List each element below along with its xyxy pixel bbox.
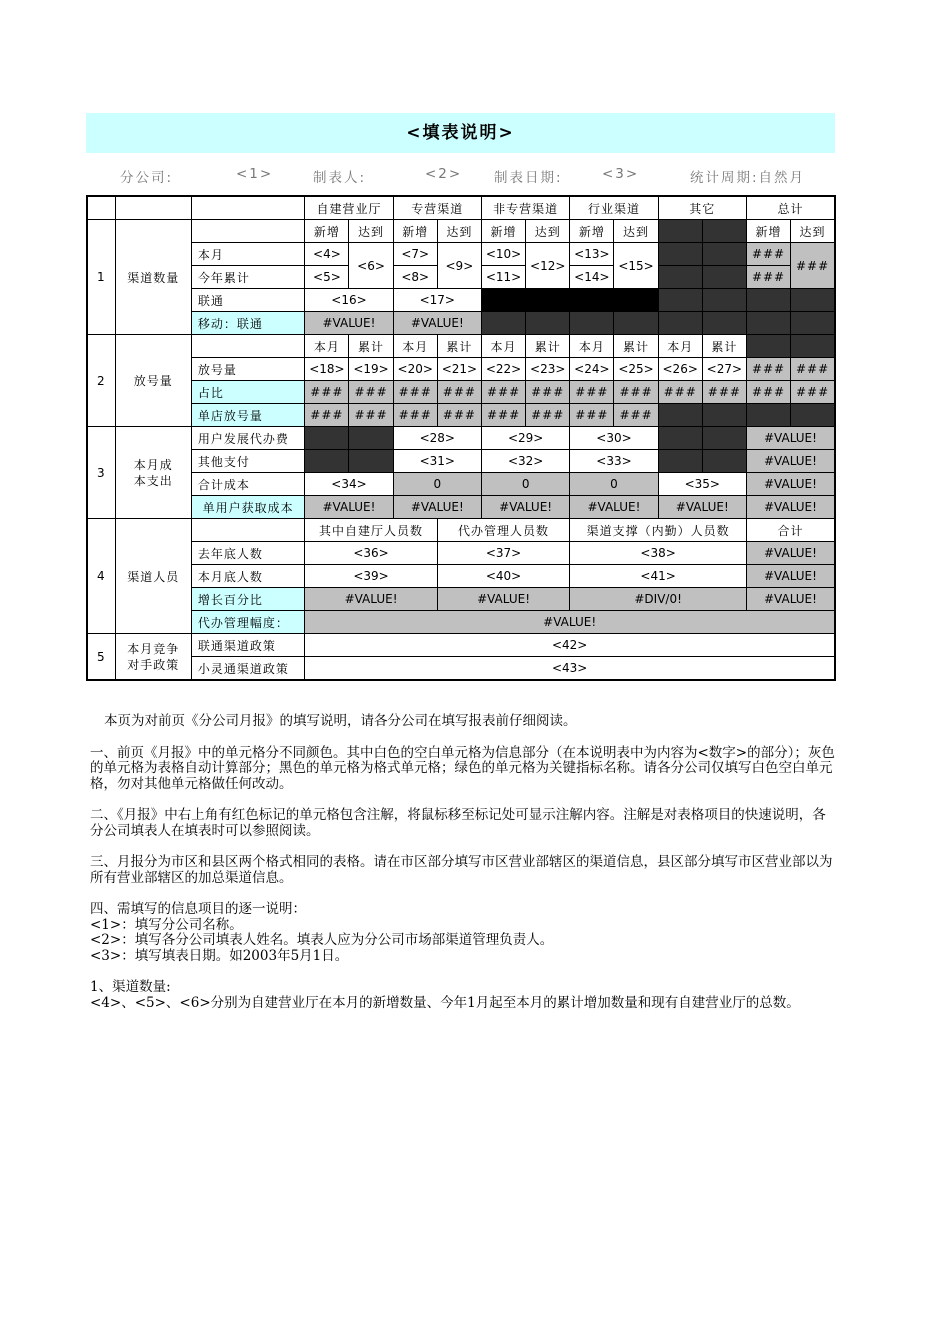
- table-row: [87, 588, 835, 611]
- section-name: 渠道数量: [115, 220, 191, 335]
- calc-cell: #VALUE!: [570, 496, 658, 519]
- format-cell: [658, 404, 702, 427]
- sub-header: 新增: [393, 220, 437, 243]
- table-row: [87, 312, 835, 335]
- table-row: [87, 404, 835, 427]
- input-cell[interactable]: <11>: [481, 266, 525, 289]
- format-cell: [305, 450, 349, 473]
- input-cell[interactable]: <34>: [305, 473, 393, 496]
- input-cell[interactable]: <23>: [526, 358, 570, 381]
- table-row: [87, 358, 835, 381]
- sub-header: 达到: [437, 220, 481, 243]
- input-cell[interactable]: <36>: [305, 542, 437, 565]
- sub-header: 本月: [570, 335, 614, 358]
- note-paragraph: 一、前页《月报》中的单元格分不同颜色。其中白色的空白单元格为信息部分（在本说明表中为内容为<数字>的部分）；灰色的单元格为表格自动计算部分；黑色的单元格为格式单元格；绿色的单元格为关键指标名称。请各分公司仅填写白色空白单元格，勿对其他单元格做任何改动。: [90, 744, 835, 792]
- format-cell: [791, 312, 835, 335]
- sub-header: 本月: [393, 335, 437, 358]
- calc-cell: ###: [526, 381, 570, 404]
- calc-cell: ###: [349, 381, 393, 404]
- format-cell: [702, 266, 746, 289]
- section-name: 渠道人员: [115, 519, 191, 634]
- calc-cell: ###: [437, 404, 481, 427]
- note-paragraph: 1、渠道数量:: [90, 979, 171, 995]
- calc-cell: ###: [305, 381, 349, 404]
- date-label: 制表日期:: [494, 170, 563, 186]
- calc-cell: #VALUE!: [481, 496, 569, 519]
- calc-cell: #VALUE!: [305, 312, 393, 335]
- input-cell[interactable]: <19>: [349, 358, 393, 381]
- section-name: 本月竞争对手政策: [115, 634, 191, 681]
- col-header: 非专营渠道: [481, 196, 569, 220]
- input-cell[interactable]: <43>: [305, 657, 835, 681]
- sub-header: 达到: [526, 220, 570, 243]
- calc-cell: 0: [393, 473, 481, 496]
- calc-cell: ###: [481, 404, 525, 427]
- calc-cell: #VALUE!: [746, 588, 835, 611]
- calc-cell: ###: [393, 381, 437, 404]
- header-info-row: [0, 164, 950, 186]
- sub-header: 累计: [614, 335, 658, 358]
- format-cell: [658, 243, 702, 266]
- calc-cell: ###: [658, 381, 702, 404]
- section-name: 放号量: [115, 335, 191, 427]
- branch-label: 分公司:: [120, 170, 174, 186]
- row-label: 联通: [191, 289, 304, 312]
- calc-cell: #VALUE!: [658, 496, 746, 519]
- section-name: 本月成本支出: [115, 427, 191, 519]
- col-header: 合计: [746, 519, 835, 542]
- row-label: 今年累计: [191, 266, 304, 289]
- note-line: <1>：填写分公司名称。: [90, 916, 243, 933]
- row-label: [191, 335, 304, 358]
- format-cell: [481, 289, 658, 312]
- format-cell: [526, 312, 570, 335]
- input-cell[interactable]: <20>: [393, 358, 437, 381]
- note-line: <3>：填写填表日期。如2003年5月1日。: [90, 947, 349, 964]
- section-number: 5: [87, 634, 115, 681]
- format-cell: [481, 312, 525, 335]
- input-cell[interactable]: <9>: [437, 243, 481, 289]
- calc-cell: ###: [614, 381, 658, 404]
- key-metric-label: 单用户获取成本: [191, 496, 304, 519]
- table-row: [87, 611, 835, 634]
- table-row: [87, 634, 835, 657]
- sub-header: 新增: [481, 220, 525, 243]
- sub-header: 达到: [614, 220, 658, 243]
- input-cell[interactable]: <32>: [481, 450, 569, 473]
- input-cell[interactable]: <5>: [305, 266, 349, 289]
- format-cell: [658, 427, 702, 450]
- format-cell: [702, 404, 746, 427]
- key-metric-label: 移动：联通: [191, 312, 304, 335]
- input-cell[interactable]: <25>: [614, 358, 658, 381]
- sub-header: 累计: [349, 335, 393, 358]
- input-cell[interactable]: <4>: [305, 243, 349, 266]
- input-cell[interactable]: <12>: [526, 243, 570, 289]
- format-cell: [702, 220, 746, 243]
- input-cell[interactable]: <24>: [570, 358, 614, 381]
- table-row: [87, 657, 835, 681]
- col-header: 专营渠道: [393, 196, 481, 220]
- input-cell[interactable]: <28>: [393, 427, 481, 450]
- note-line: <2>：填写各分公司填表人姓名。填表人应为分公司市场部渠道管理负责人。: [90, 932, 554, 948]
- calc-cell: 0: [570, 473, 658, 496]
- note-line: <4>、<5>、<6>分别为自建营业厅在本月的新增数量、今年1月起至本月的累计增加数量和现有自建营业厅的总数。: [90, 994, 800, 1011]
- sub-header: 累计: [437, 335, 481, 358]
- format-cell: [791, 404, 835, 427]
- input-cell[interactable]: <26>: [658, 358, 702, 381]
- section-number: 1: [87, 220, 115, 335]
- row-label: 本月底人数: [191, 565, 304, 588]
- input-cell[interactable]: <31>: [393, 450, 481, 473]
- calc-cell: #VALUE!: [393, 312, 481, 335]
- col-header: 总计: [746, 196, 835, 220]
- sub-header: 本月: [481, 335, 525, 358]
- instructions-text: [90, 714, 835, 1027]
- format-cell: [570, 312, 614, 335]
- format-cell: [702, 450, 746, 473]
- calc-cell: #VALUE!: [746, 427, 835, 450]
- sub-header: 本月: [305, 335, 349, 358]
- row-label: 用户发展代办费: [191, 427, 304, 450]
- input-cell[interactable]: <16>: [305, 289, 393, 312]
- calc-cell: #VALUE!: [393, 496, 481, 519]
- row-label: [191, 220, 304, 243]
- input-cell[interactable]: <30>: [570, 427, 658, 450]
- calc-cell: #VALUE!: [437, 588, 570, 611]
- key-metric-label: 单店放号量: [191, 404, 304, 427]
- calc-cell: #VALUE!: [746, 565, 835, 588]
- calc-cell: #DIV/0!: [570, 588, 747, 611]
- sub-header: 达到: [791, 220, 835, 243]
- corner-cell: [87, 196, 115, 220]
- key-metric-label: 增长百分比: [191, 588, 304, 611]
- col-header: 代办管理人员数: [437, 519, 570, 542]
- calc-cell: ###: [702, 381, 746, 404]
- col-header: 其它: [658, 196, 746, 220]
- format-cell: [746, 312, 790, 335]
- table-row: [87, 335, 835, 358]
- row-label: 合计成本: [191, 473, 304, 496]
- sub-header: 累计: [702, 335, 746, 358]
- format-cell: [658, 450, 702, 473]
- format-cell: [658, 289, 702, 312]
- row-label: 联通渠道政策: [191, 634, 304, 657]
- period-label: 统计周期:自然月: [690, 170, 806, 186]
- calc-cell: #VALUE!: [305, 588, 437, 611]
- note-paragraph: 二、《月报》中右上角有红色标记的单元格包含注解，将鼠标移至标记处可显示注解内容。注解是对表格项目的快速说明，各分公司填表人在填表时可以参照阅读。: [90, 807, 826, 839]
- table-row: [87, 519, 835, 542]
- input-cell[interactable]: <38>: [570, 542, 747, 565]
- input-cell[interactable]: <13>: [570, 243, 614, 266]
- sub-header: 新增: [570, 220, 614, 243]
- calc-cell: ###: [746, 243, 790, 266]
- calc-cell: #VALUE!: [305, 496, 393, 519]
- input-cell[interactable]: <40>: [437, 565, 570, 588]
- format-cell: [746, 404, 790, 427]
- calc-cell: ###: [305, 404, 349, 427]
- calc-cell: ###: [791, 243, 835, 289]
- input-cell[interactable]: <14>: [570, 266, 614, 289]
- calc-cell: ###: [481, 381, 525, 404]
- key-metric-label: 占比: [191, 381, 304, 404]
- corner-cell: [115, 196, 191, 220]
- format-cell: [746, 335, 790, 358]
- format-cell: [349, 427, 393, 450]
- format-cell: [658, 266, 702, 289]
- input-cell[interactable]: <18>: [305, 358, 349, 381]
- format-cell: [791, 335, 835, 358]
- calc-cell: ###: [349, 404, 393, 427]
- input-cell[interactable]: <8>: [393, 266, 437, 289]
- row-label: 本月: [191, 243, 304, 266]
- date-value: <3>: [602, 166, 640, 182]
- preparer-label: 制表人:: [313, 170, 367, 186]
- calc-cell: #VALUE!: [746, 496, 835, 519]
- input-cell[interactable]: <42>: [305, 634, 835, 657]
- input-cell[interactable]: <10>: [481, 243, 525, 266]
- input-cell[interactable]: <22>: [481, 358, 525, 381]
- branch-value: <1>: [236, 166, 274, 182]
- row-label: 放号量: [191, 358, 304, 381]
- input-cell[interactable]: <33>: [570, 450, 658, 473]
- table-row: [87, 381, 835, 404]
- input-cell[interactable]: <37>: [437, 542, 570, 565]
- table-row: [87, 427, 835, 450]
- table-row: [87, 565, 835, 588]
- calc-cell: ###: [791, 358, 835, 381]
- calc-cell: #VALUE!: [305, 611, 835, 634]
- col-header: 渠道支撑（内勤）人员数: [570, 519, 747, 542]
- note-paragraph: 四、需填写的信息项目的逐一说明：: [90, 901, 306, 917]
- input-cell[interactable]: <17>: [393, 289, 481, 312]
- format-cell: [305, 427, 349, 450]
- calc-cell: ###: [570, 381, 614, 404]
- sub-header: 新增: [305, 220, 349, 243]
- format-cell: [791, 289, 835, 312]
- input-cell[interactable]: <29>: [481, 427, 569, 450]
- section-number: 4: [87, 519, 115, 634]
- sub-header: 本月: [658, 335, 702, 358]
- input-cell[interactable]: <41>: [570, 565, 747, 588]
- row-label: 去年底人数: [191, 542, 304, 565]
- format-cell: [702, 289, 746, 312]
- table-row: [87, 473, 835, 496]
- input-cell[interactable]: <7>: [393, 243, 437, 266]
- calc-cell: ###: [746, 358, 790, 381]
- input-cell[interactable]: <21>: [437, 358, 481, 381]
- format-cell: [702, 243, 746, 266]
- calc-cell: ###: [526, 404, 570, 427]
- format-cell: [349, 450, 393, 473]
- table-row: [87, 289, 835, 312]
- table-row: [87, 542, 835, 565]
- input-cell[interactable]: <35>: [658, 473, 746, 496]
- calc-cell: ###: [437, 381, 481, 404]
- format-cell: [614, 312, 658, 335]
- key-metric-label: 代办管理幅度：: [191, 611, 304, 634]
- calc-cell: 0: [481, 473, 569, 496]
- format-cell: [658, 220, 702, 243]
- calc-cell: ###: [570, 404, 614, 427]
- report-form-table: [86, 195, 836, 681]
- page-title: <填表说明>: [86, 113, 835, 153]
- intro-paragraph: 本页为对前页《分公司月报》的填写说明，请各分公司在填写报表前仔细阅读。: [104, 713, 577, 729]
- preparer-value: <2>: [425, 166, 463, 182]
- format-cell: [746, 289, 790, 312]
- row-label: 小灵通渠道政策: [191, 657, 304, 681]
- input-cell[interactable]: <15>: [614, 243, 658, 289]
- table-row: [87, 220, 835, 243]
- table-row: [87, 243, 835, 266]
- sub-header: 达到: [349, 220, 393, 243]
- calc-cell: ###: [393, 404, 437, 427]
- row-label: [191, 519, 304, 542]
- calc-cell: ###: [746, 381, 790, 404]
- calc-cell: ###: [614, 404, 658, 427]
- calc-cell: ###: [746, 266, 790, 289]
- sub-header: 新增: [746, 220, 790, 243]
- table-row: [87, 496, 835, 519]
- row-label: 其他支付: [191, 450, 304, 473]
- note-paragraph: 三、月报分为市区和县区两个格式相同的表格。请在市区部分填写市区营业部辖区的渠道信息，县区部分填写市区营业部以为所有营业部辖区的加总渠道信息。: [90, 854, 833, 886]
- format-cell: [702, 312, 746, 335]
- calc-cell: #VALUE!: [746, 450, 835, 473]
- calc-cell: #VALUE!: [746, 542, 835, 565]
- format-cell: [702, 427, 746, 450]
- input-cell[interactable]: <6>: [349, 243, 393, 289]
- corner-cell: [191, 196, 304, 220]
- input-cell[interactable]: <39>: [305, 565, 437, 588]
- col-header: 自建营业厅: [305, 196, 393, 220]
- section-number: 3: [87, 427, 115, 519]
- section-number: 2: [87, 335, 115, 427]
- table-row: [87, 196, 835, 220]
- calc-cell: ###: [791, 381, 835, 404]
- format-cell: [658, 312, 702, 335]
- col-header: 其中自建厅人员数: [305, 519, 437, 542]
- input-cell[interactable]: <27>: [702, 358, 746, 381]
- calc-cell: #VALUE!: [746, 473, 835, 496]
- col-header: 行业渠道: [570, 196, 658, 220]
- sub-header: 累计: [526, 335, 570, 358]
- table-row: [87, 450, 835, 473]
